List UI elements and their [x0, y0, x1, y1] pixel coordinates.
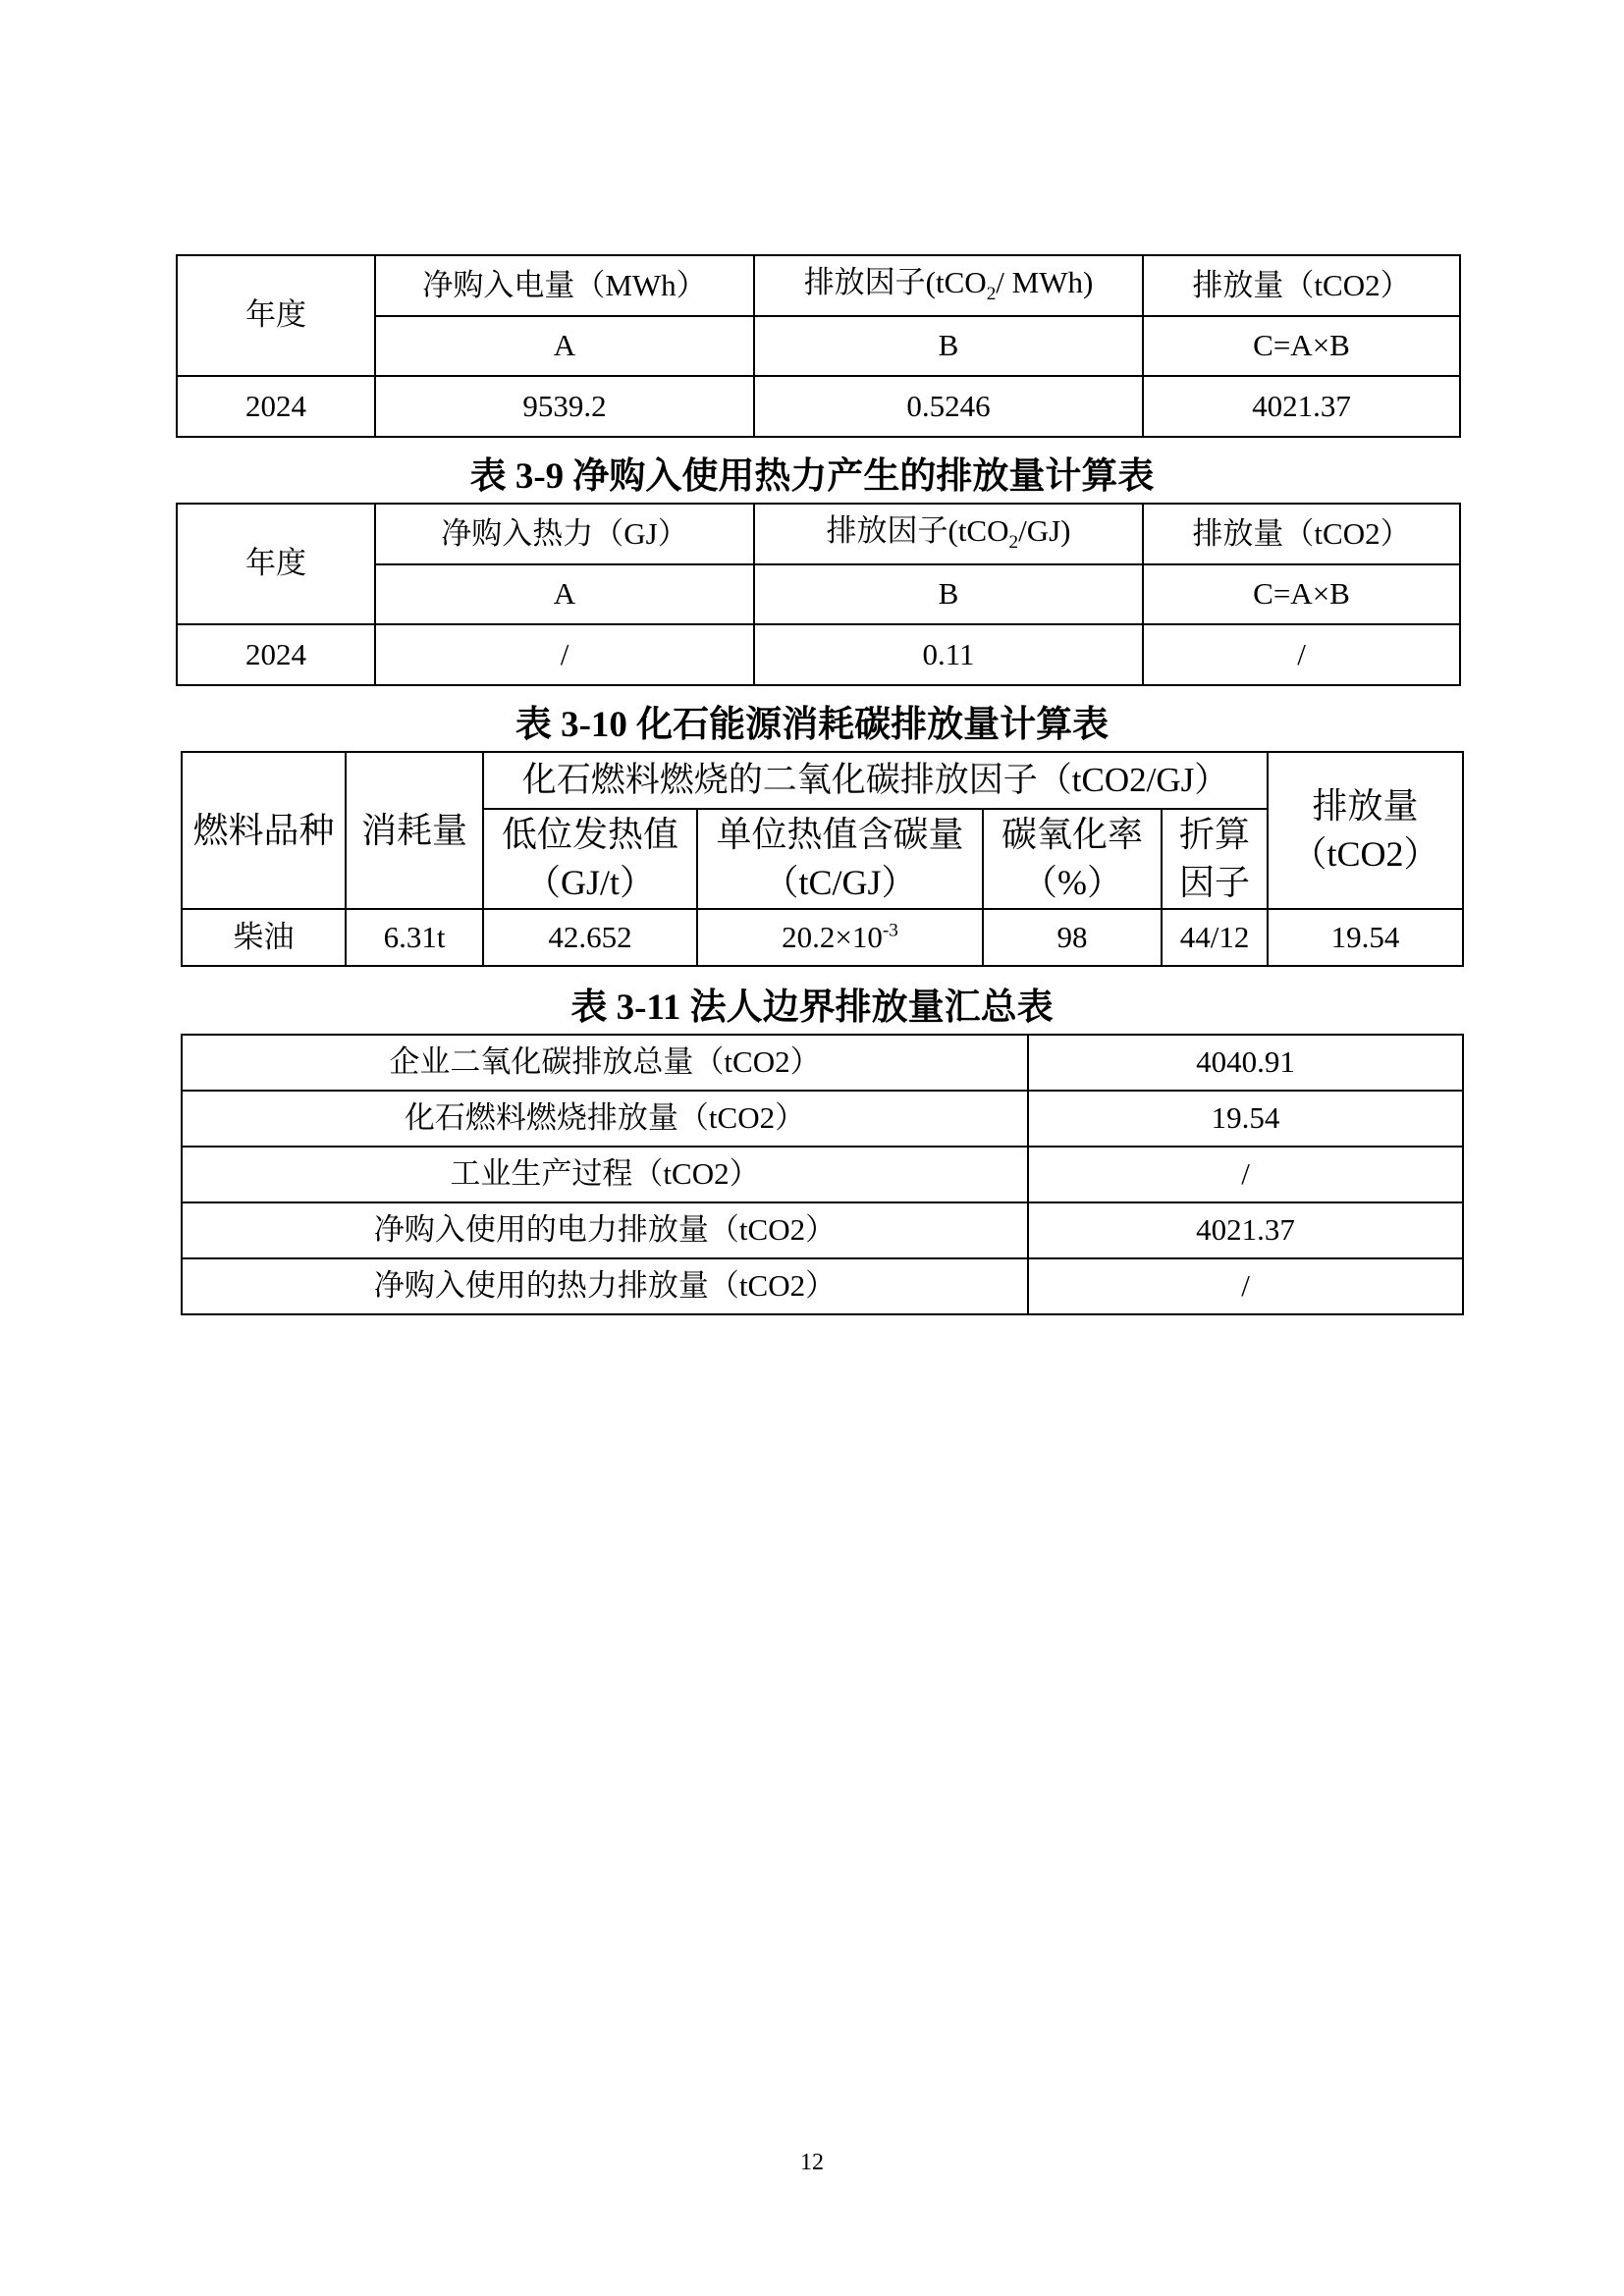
header-purchased-electricity: 净购入电量（MWh）	[375, 255, 754, 316]
cell-oxidation-rate: 98	[983, 909, 1162, 966]
summary-value: 4040.91	[1028, 1035, 1463, 1091]
symbol-c: C=A×B	[1143, 316, 1460, 376]
page-number: 12	[800, 2150, 824, 2175]
table-row	[182, 1258, 1463, 1314]
summary-label: 工业生产过程（tCO2）	[182, 1147, 1028, 1202]
header-emission: 排放量（tCO2）	[1268, 752, 1463, 909]
cell-emission: /	[1143, 624, 1460, 685]
fossil-emission-table	[181, 751, 1464, 967]
cell-ncv: 42.652	[483, 909, 697, 966]
header-oxidation-rate: 碳氧化率（%）	[983, 809, 1162, 909]
summary-table	[181, 1034, 1464, 1315]
header-emission: 排放量（tCO2）	[1143, 255, 1460, 316]
header-emission-factor: 排放因子(tCO$_2$/GJ)	[754, 504, 1143, 564]
summary-value: /	[1028, 1258, 1463, 1314]
table-row	[177, 624, 1460, 685]
cell-carbon-content: $20.2\times 10^{-3}$	[697, 909, 983, 966]
header-year: 年度	[177, 504, 375, 624]
summary-value: 19.54	[1028, 1091, 1463, 1147]
header-ncv: 低位发热值（GJ/t）	[483, 809, 697, 909]
header-consumption: 消耗量	[346, 752, 483, 909]
table-row	[177, 376, 1460, 437]
heat-table-caption: 表 3-9 净购入使用热力产生的排放量计算表	[469, 456, 1155, 497]
cell-year: 2024	[177, 376, 375, 437]
cell-fuel: 柴油	[182, 909, 346, 966]
summary-label: 企业二氧化碳排放总量（tCO2）	[182, 1035, 1028, 1091]
fossil-table-caption: 表 3-10 化石能源消耗碳排放量计算表	[514, 705, 1110, 745]
header-conversion-factor: 折算因子	[1162, 809, 1268, 909]
table-row	[182, 1035, 1463, 1091]
table-row	[182, 909, 1463, 966]
cell-conversion-factor: 44/12	[1162, 909, 1268, 966]
summary-label: 化石燃料燃烧排放量（tCO2）	[182, 1091, 1028, 1147]
symbol-a: A	[375, 316, 754, 376]
heat-emission-table	[176, 503, 1461, 686]
symbol-b: B	[754, 316, 1143, 376]
cell-year: 2024	[177, 624, 375, 685]
header-purchased-heat: 净购入热力（GJ）	[375, 504, 754, 564]
symbol-a: A	[375, 564, 754, 624]
header-carbon-content: 单位热值含碳量（tC/GJ）	[697, 809, 983, 909]
header-emission-factor-group: 化石燃料燃烧的二氧化碳排放因子（tCO2/GJ）	[483, 752, 1268, 809]
header-emission: 排放量（tCO2）	[1143, 504, 1460, 564]
summary-label: 净购入使用的电力排放量（tCO2）	[182, 1202, 1028, 1258]
cell-heat: /	[375, 624, 754, 685]
header-year: 年度	[177, 255, 375, 376]
summary-value: 4021.37	[1028, 1202, 1463, 1258]
cell-electricity: 9539.2	[375, 376, 754, 437]
table-row	[182, 1147, 1463, 1202]
header-fuel-type: 燃料品种	[182, 752, 346, 909]
cell-consumption: 6.31t	[346, 909, 483, 966]
electricity-emission-table	[176, 254, 1461, 438]
table-row	[182, 1202, 1463, 1258]
cell-factor: 0.11	[754, 624, 1143, 685]
cell-emission: 19.54	[1268, 909, 1463, 966]
cell-factor: 0.5246	[754, 376, 1143, 437]
summary-label: 净购入使用的热力排放量（tCO2）	[182, 1258, 1028, 1314]
header-emission-factor: 排放因子(tCO$_2$/ MWh)	[754, 255, 1143, 316]
table-row	[182, 1091, 1463, 1147]
symbol-c: C=A×B	[1143, 564, 1460, 624]
summary-value: /	[1028, 1147, 1463, 1202]
summary-table-caption: 表 3-11 法人边界排放量汇总表	[570, 988, 1054, 1028]
cell-emission: 4021.37	[1143, 376, 1460, 437]
symbol-b: B	[754, 564, 1143, 624]
